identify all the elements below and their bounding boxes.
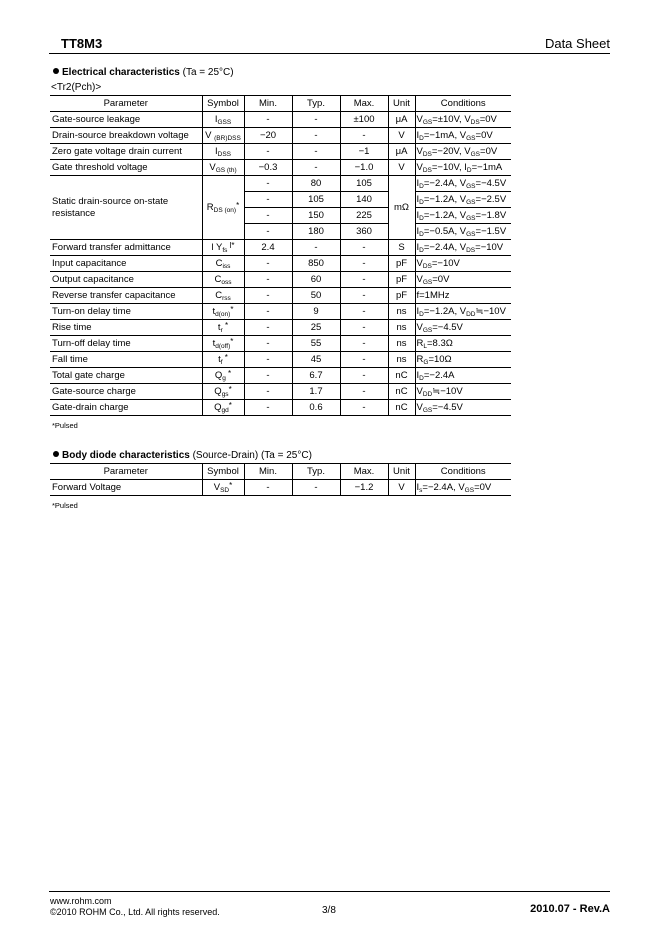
- symbol-cell: $Q_{gd}^*$: [202, 400, 244, 416]
- conditions-cell: $V_{DS}=-10V$: [415, 256, 511, 272]
- parameter-text: Static drain-source on-state resistance: [52, 195, 169, 219]
- conditions-cell: $I_D=-2.4A$: [415, 368, 511, 384]
- unit-cell: ns: [388, 320, 415, 336]
- conditions-cell: $V_{DS}=-20V$, $V_{GS}=0V$: [415, 144, 511, 160]
- parameter-cell: [50, 176, 202, 240]
- symbol-cell: $C_{oss}$: [202, 272, 244, 288]
- parameter-cell: Gate-source charge: [50, 384, 202, 400]
- conditions-cell: $I_D=-1.2A$, $V_{GS}=-1.8V$: [415, 208, 511, 224]
- conditions-cell: $I_D=-1.2A$, $V_{DD}≒-10V$: [415, 304, 511, 320]
- symbol-cell: $t_{d(on)}^*$: [202, 304, 244, 320]
- table-row: [50, 112, 511, 128]
- unit-cell: ns: [388, 336, 415, 352]
- min-cell: -: [244, 256, 292, 272]
- max-cell: -: [340, 128, 388, 144]
- parameter-cell: Input capacitance: [50, 256, 202, 272]
- max-cell: -: [340, 272, 388, 288]
- min-cell: -: [244, 352, 292, 368]
- max-cell: 105: [340, 176, 388, 192]
- symbol-cell: $Q_{gs}^*$: [202, 384, 244, 400]
- column-header: Unit: [388, 464, 415, 480]
- symbol-cell: $I_{GSS}$: [202, 112, 244, 128]
- table-row: [50, 368, 511, 384]
- max-cell: -: [340, 368, 388, 384]
- max-cell: -: [340, 288, 388, 304]
- bullet-icon: [53, 68, 59, 74]
- conditions-cell: $V_{GS}=-4.5V$: [415, 320, 511, 336]
- table-row: [50, 144, 511, 160]
- typ-cell: 55: [292, 336, 340, 352]
- column-header: Max.: [340, 464, 388, 480]
- document-type: Data Sheet: [544, 36, 610, 51]
- parameter-cell: Total gate charge: [50, 368, 202, 384]
- copyright: ©2010 ROHM Co., Ltd. All rights reserved.: [50, 907, 220, 917]
- min-cell: -: [244, 224, 292, 240]
- conditions-cell: $I_D=-0.5A$, $V_{GS}=-1.5V$: [415, 224, 511, 240]
- max-cell: 225: [340, 208, 388, 224]
- typ-cell: 850: [292, 256, 340, 272]
- header-rule: [49, 53, 610, 54]
- symbol-cell: $R_{DS (on)}^*$: [202, 176, 244, 240]
- table-row: [50, 128, 511, 144]
- max-cell: −1.2: [340, 480, 388, 496]
- column-header: Parameter: [50, 464, 202, 480]
- table-row: [50, 256, 511, 272]
- typ-cell: 105: [292, 192, 340, 208]
- parameter-cell: Fall time: [50, 352, 202, 368]
- parameter-cell: Gate threshold voltage: [50, 160, 202, 176]
- unit-cell: nC: [388, 400, 415, 416]
- parameter-cell: Gate-source leakage: [50, 112, 202, 128]
- typ-cell: 45: [292, 352, 340, 368]
- footer-rule: [49, 891, 610, 892]
- typ-cell: 150: [292, 208, 340, 224]
- conditions-cell: $I_D=-2.4A$, $V_{DS}=-10V$: [415, 240, 511, 256]
- unit-cell: nC: [388, 368, 415, 384]
- parameter-cell: Output capacitance: [50, 272, 202, 288]
- conditions-cell: $I_D=-1.2A$, $V_{GS}=-2.5V$: [415, 192, 511, 208]
- min-cell: -: [244, 304, 292, 320]
- table-row: [50, 400, 511, 416]
- typ-cell: 9: [292, 304, 340, 320]
- column-header: Typ.: [292, 464, 340, 480]
- min-cell: -: [244, 176, 292, 192]
- min-cell: -: [244, 480, 292, 496]
- column-header: Conditions: [415, 464, 511, 480]
- column-header: Parameter: [50, 96, 202, 112]
- table-row: [50, 352, 511, 368]
- conditions-cell: $V_{GS}=\pm 10V$, $V_{DS}=0V$: [415, 112, 511, 128]
- max-cell: -: [340, 320, 388, 336]
- unit-cell: ns: [388, 352, 415, 368]
- table-row: [50, 160, 511, 176]
- body-diode-table: [50, 463, 511, 496]
- parameter-cell: Drain-source breakdown voltage: [50, 128, 202, 144]
- min-cell: -: [244, 400, 292, 416]
- symbol-cell: $Q_g$ *: [202, 368, 244, 384]
- unit-cell: pF: [388, 256, 415, 272]
- table-row: [50, 304, 511, 320]
- table-row: [50, 240, 511, 256]
- unit-cell: μA: [388, 112, 415, 128]
- unit-cell: pF: [388, 272, 415, 288]
- column-header: Conditions: [415, 96, 511, 112]
- unit-cell: V: [388, 480, 415, 496]
- min-cell: −0.3: [244, 160, 292, 176]
- conditions-cell: f=1MHz: [415, 288, 511, 304]
- max-cell: -: [340, 384, 388, 400]
- min-cell: -: [244, 384, 292, 400]
- conditions-cell: $R_G=10\Omega$: [415, 352, 511, 368]
- typ-cell: 180: [292, 224, 340, 240]
- typ-cell: 60: [292, 272, 340, 288]
- typ-cell: 1.7: [292, 384, 340, 400]
- transistor-subtitle: <Tr2(Pch)>: [51, 82, 102, 93]
- unit-cell: ns: [388, 304, 415, 320]
- parameter-cell: Forward transfer admittance: [50, 240, 202, 256]
- conditions-cell: $V_{GS}=-4.5V$: [415, 400, 511, 416]
- table-row: [50, 272, 511, 288]
- typ-cell: -: [292, 160, 340, 176]
- typ-cell: 50: [292, 288, 340, 304]
- symbol-cell: V $_{(BR)DSS}$: [202, 128, 244, 144]
- min-cell: -: [244, 288, 292, 304]
- column-header: Typ.: [292, 96, 340, 112]
- symbol-cell: $V_{GS (th)}$: [202, 160, 244, 176]
- page-number: 3/8: [322, 905, 336, 916]
- parameter-cell: Turn-on delay time: [50, 304, 202, 320]
- max-cell: -: [340, 352, 388, 368]
- unit-cell: μA: [388, 144, 415, 160]
- conditions-cell: $V_{GS}=0V$: [415, 272, 511, 288]
- min-cell: 2.4: [244, 240, 292, 256]
- unit-cell: pF: [388, 288, 415, 304]
- typ-cell: 0.6: [292, 400, 340, 416]
- pulsed-note: *Pulsed: [52, 501, 78, 510]
- symbol-cell: $C_{iss}$: [202, 256, 244, 272]
- max-cell: -: [340, 240, 388, 256]
- parameter-cell: Reverse transfer capacitance: [50, 288, 202, 304]
- symbol-cell: $t_r$ *: [202, 320, 244, 336]
- symbol-cell: l $Y_{fs}$ $^{l*}$: [202, 240, 244, 256]
- table-row: [50, 336, 511, 352]
- max-cell: -: [340, 336, 388, 352]
- conditions-cell: $I_s=-2.4A$, $V_{GS}=0V$: [415, 480, 511, 496]
- electrical-characteristics-table: [50, 95, 511, 416]
- conditions-cell: $R_L=8.3\Omega$: [415, 336, 511, 352]
- unit-cell: mΩ: [388, 176, 415, 240]
- column-header: Min.: [244, 464, 292, 480]
- pulsed-note: *Pulsed: [52, 421, 78, 430]
- typ-cell: 25: [292, 320, 340, 336]
- typ-cell: -: [292, 240, 340, 256]
- max-cell: -: [340, 400, 388, 416]
- column-header: Unit: [388, 96, 415, 112]
- conditions-cell: $V_{DS}=-10V$, $I_D=-1mA$: [415, 160, 511, 176]
- bullet-icon: [53, 451, 59, 457]
- typ-cell: -: [292, 480, 340, 496]
- parameter-cell: Zero gate voltage drain current: [50, 144, 202, 160]
- electrical-characteristics-title: Electrical characteristics (Ta = 25°C): [53, 67, 234, 78]
- website-link[interactable]: www.rohm.com: [50, 896, 112, 906]
- max-cell: 360: [340, 224, 388, 240]
- table-row: [50, 176, 511, 192]
- column-header: Min.: [244, 96, 292, 112]
- table-row: [50, 384, 511, 400]
- unit-cell: nC: [388, 384, 415, 400]
- symbol-cell: $C_{rss}$: [202, 288, 244, 304]
- min-cell: -: [244, 208, 292, 224]
- typ-cell: 6.7: [292, 368, 340, 384]
- symbol-cell: $I_{DSS}$: [202, 144, 244, 160]
- min-cell: -: [244, 320, 292, 336]
- min-cell: -: [244, 336, 292, 352]
- min-cell: -: [244, 112, 292, 128]
- typ-cell: 80: [292, 176, 340, 192]
- unit-cell: S: [388, 240, 415, 256]
- symbol-cell: $V_{SD}^*$: [202, 480, 244, 496]
- max-cell: −1: [340, 144, 388, 160]
- max-cell: ±100: [340, 112, 388, 128]
- body-diode-title: Body diode characteristics (Source-Drain) (Ta = 25°C): [53, 450, 312, 461]
- min-cell: -: [244, 368, 292, 384]
- conditions-cell: $V_{DD}≒-10V$: [415, 384, 511, 400]
- table-row: [50, 480, 511, 496]
- max-cell: -: [340, 304, 388, 320]
- typ-cell: -: [292, 128, 340, 144]
- revision: 2010.07 - Rev.A: [530, 903, 610, 915]
- column-header: Max.: [340, 96, 388, 112]
- unit-cell: V: [388, 128, 415, 144]
- min-cell: -: [244, 192, 292, 208]
- max-cell: −1.0: [340, 160, 388, 176]
- max-cell: -: [340, 256, 388, 272]
- table-row: [50, 320, 511, 336]
- part-number: TT8M3: [61, 36, 103, 51]
- table-row: [50, 288, 511, 304]
- conditions-cell: $I_D=-1mA$, $V_{GS}=0V$: [415, 128, 511, 144]
- unit-cell: V: [388, 160, 415, 176]
- parameter-cell: Turn-off delay time: [50, 336, 202, 352]
- symbol-cell: $t_f$ *: [202, 352, 244, 368]
- typ-cell: -: [292, 144, 340, 160]
- min-cell: -: [244, 144, 292, 160]
- max-cell: 140: [340, 192, 388, 208]
- column-header: Symbol: [202, 96, 244, 112]
- column-header: Symbol: [202, 464, 244, 480]
- parameter-cell: Forward Voltage: [50, 480, 202, 496]
- conditions-cell: $I_D=-2.4A$, $V_{GS}=-4.5V$: [415, 176, 511, 192]
- min-cell: −20: [244, 128, 292, 144]
- symbol-cell: $t_{d(off)}^*$: [202, 336, 244, 352]
- parameter-cell: Gate-drain charge: [50, 400, 202, 416]
- typ-cell: -: [292, 112, 340, 128]
- min-cell: -: [244, 272, 292, 288]
- parameter-cell: Rise time: [50, 320, 202, 336]
